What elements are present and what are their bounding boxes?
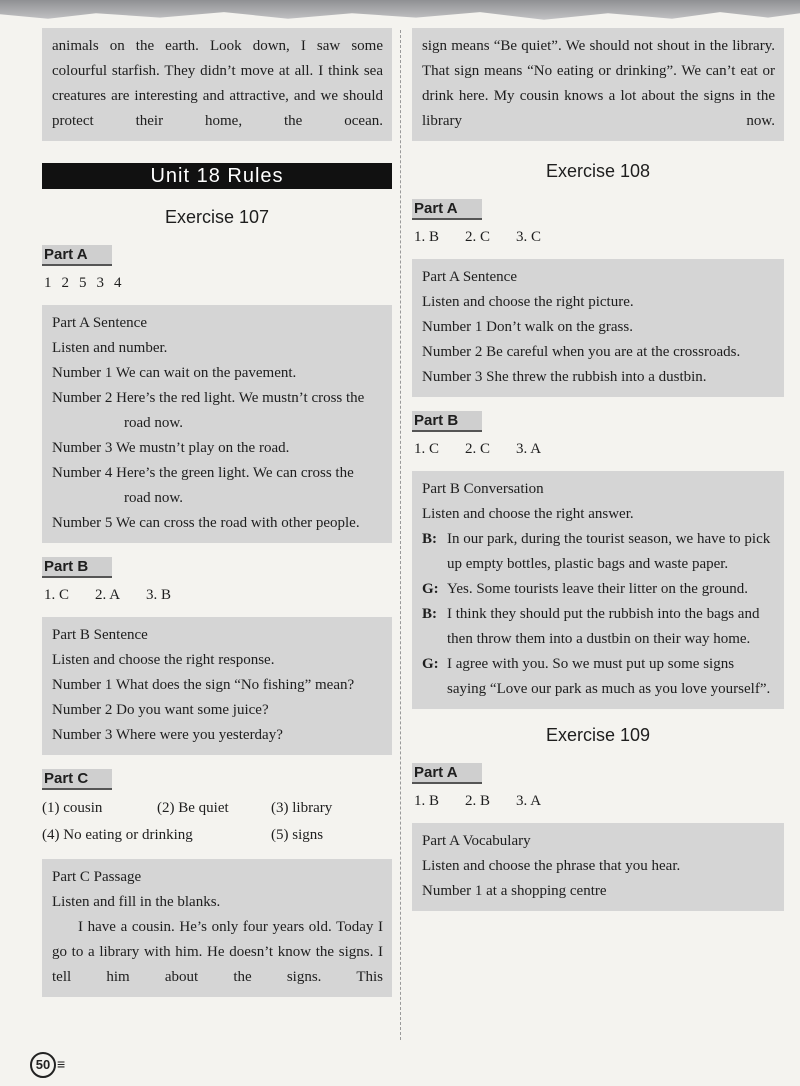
answer: 3. A [516,441,542,457]
continued-passage: animals on the earth. Look down, I saw some colourful starfish. They didn’t move at all. I think sea creatures are interesting and attractive, and we should protect their home, the ocean. [52,38,383,129]
script-line: Number 5 We can cross the road with other people. [52,515,360,531]
part-a-tag: Part A [412,763,482,784]
right-column [412,28,784,925]
script-instruction: Listen and choose the phrase that you hear. [422,858,681,874]
script-instruction: Listen and choose the right picture. [422,294,634,310]
script-line: Number 1 at a shopping centre [422,883,607,899]
part-b-answers [414,439,784,459]
exercise-109-title: Exercise 109 [545,725,651,745]
part-a-tag: Part A [412,199,482,220]
continued-passage: sign means “Be quiet”. We should not shout in the library. That sign means “No eating or drinking”. We can’t eat or drink here. My cousin knows a lot about the signs in the library now. [422,38,775,129]
exercise-108-title: Exercise 108 [545,161,651,181]
answer: 1. C [44,587,70,603]
script-line: Number 1 Don’t walk on the grass. [422,319,633,335]
part-c-tag: Part C [42,769,112,790]
script-line: Number 1 What does the sign “No fishing” mean? [52,677,355,693]
script-heading: Part A Sentence [52,315,147,331]
dialogue-text: I think they should put the rubbish into the bags and then throw them into a dustbin on their way home. [447,606,760,647]
answer: 3. A [516,793,542,809]
part-a-answers [44,273,392,293]
answer: 2 [61,275,69,291]
answer: (1) cousin [42,800,103,816]
script-line: Number 2 Be careful when you are at the crossroads. [422,344,741,360]
script-line: Number 3 Where were you yesterday? [52,727,283,743]
dialogue-text: Yes. Some tourists leave their litter on the ground. [447,581,748,597]
answer: (5) signs [271,827,324,843]
continued-passage-box [412,28,784,141]
script-line: Number 3 She threw the rubbish into a dustbin. [422,369,707,385]
answer: 2. C [465,229,491,245]
part-a-script-box [412,823,784,911]
speaker: B: [422,606,437,622]
dialogue-line [422,527,775,577]
part-a-script-box [42,305,392,543]
dialogue-line [422,602,775,652]
answer: 3. B [146,587,172,603]
part-a-tag: Part A [42,245,112,266]
speaker-sound-icon: ≡ [57,1056,66,1072]
page-number [30,1052,65,1078]
script-heading: Part B Sentence [52,627,148,643]
left-column [42,28,392,1011]
part-b-answers [44,585,392,605]
part-c-script-box [42,859,392,997]
script-heading: Part A Vocabulary [422,833,531,849]
part-a-answers [414,791,784,811]
answer: 4 [114,275,122,291]
script-line: Number 4 Here’s the green light. We can cross the road now. [52,465,354,506]
answer: 2. A [95,587,121,603]
answer: (4) No eating or drinking [42,827,193,843]
page-number-badge: 50 [30,1052,56,1078]
dialogue-text: I agree with you. So we must put up some signs saying “Love our park as much as you love yourself”. [447,656,771,697]
script-line: Number 3 We mustn’t play on the road. [52,440,290,456]
torn-page-edge [0,0,800,22]
speaker: G: [422,581,439,597]
answer: 3 [96,275,104,291]
answer: 2. C [465,441,491,457]
answer: (3) library [271,800,333,816]
script-instruction: Listen and choose the right response. [52,652,275,668]
script-instruction: Listen and choose the right answer. [422,506,634,522]
part-b-tag: Part B [412,411,482,432]
part-c-answers [42,795,392,849]
script-heading: Part B Conversation [422,481,544,497]
part-a-script-box [412,259,784,397]
answer: 5 [79,275,87,291]
part-b-script-box [412,471,784,709]
part-b-script-box [42,617,392,755]
answer: (2) Be quiet [157,800,229,816]
answer: 3. C [516,229,542,245]
answer: 2. B [465,793,491,809]
unit-title: Unit 18 Rules [42,163,392,189]
continued-passage-box [42,28,392,141]
dialogue-line [422,652,775,702]
answer: 1. B [414,229,440,245]
script-instruction: Listen and fill in the blanks. [52,894,221,910]
exercise-107-title: Exercise 107 [164,207,270,227]
part-b-tag: Part B [42,557,112,578]
script-passage: I have a cousin. He’s only four years old. Today I go to a library with him. He doesn’t know the signs. I tell him about the signs. This [52,919,383,985]
answer: 1. C [414,441,440,457]
part-a-answers [414,227,784,247]
script-line: Number 2 Do you want some juice? [52,702,269,718]
script-heading: Part C Passage [52,869,142,885]
dialogue-line [422,577,775,602]
answer: 1. B [414,793,440,809]
column-divider [400,30,401,1040]
answer: 1 [44,275,52,291]
script-line: Number 1 We can wait on the pavement. [52,365,297,381]
speaker: G: [422,656,439,672]
script-instruction: Listen and number. [52,340,168,356]
script-line: Number 2 Here’s the red light. We mustn’t cross the road now. [52,390,365,431]
dialogue-text: In our park, during the tourist season, we have to pick up empty bottles, plastic bags and waste paper. [447,531,771,572]
script-heading: Part A Sentence [422,269,517,285]
speaker: B: [422,531,437,547]
